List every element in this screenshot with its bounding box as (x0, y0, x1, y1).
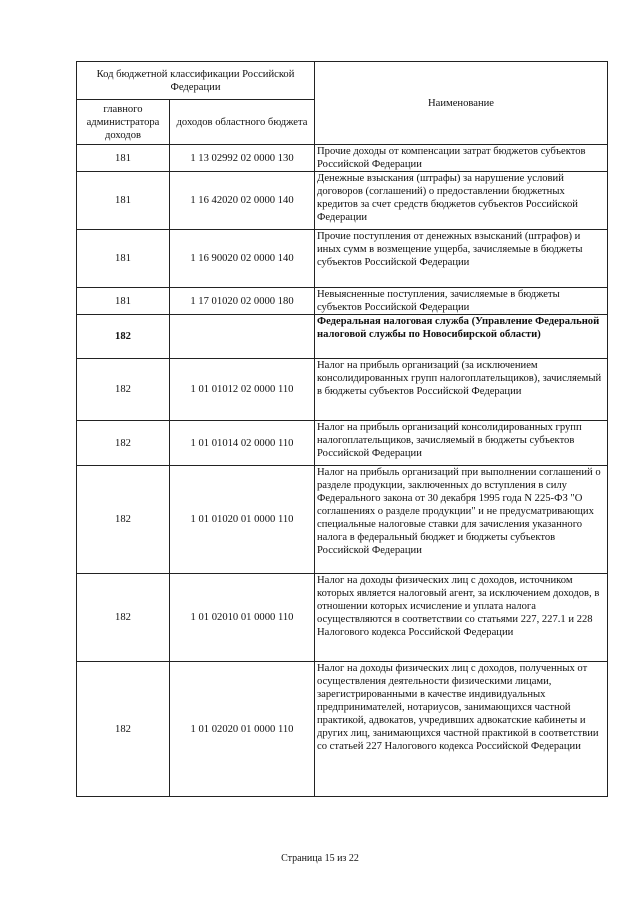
cell-income-code: 1 01 02020 01 0000 110 (170, 662, 315, 797)
cell-income-code: 1 16 90020 02 0000 140 (170, 230, 315, 288)
table-row (77, 359, 608, 421)
cell-name: Прочие поступления от денежных взысканий (штрафов) и иных сумм в возмещение ущерба, зачисляемые в бюджеты субъектов Российской Федерации (315, 230, 608, 288)
cell-name: Налог на прибыль организаций (за исключением консолидированных групп налогоплательщиков), зачисляемый в бюджеты субъектов Российской Федерации (315, 359, 608, 421)
page-footer: Страница 15 из 22 (281, 853, 359, 864)
header-income-code: доходов областного бюджета (170, 100, 315, 145)
cell-name: Налог на доходы физических лиц с доходов, полученных от осуществления деятельности физическими лицами, зарегистрированными в качестве индивидуальных предпринимателей, нотариусов, занимающихся частной практикой, адвокатов, учредивших адвокатские кабинеты и других лиц, занимающихся частной практикой в соответствии со статьей 227 Налогового кодекса Российской Федерации (315, 662, 608, 797)
cell-name: Налог на прибыль организаций консолидированных групп налогоплательщиков, зачисляемый в бюджеты субъектов Российской Федерации (315, 421, 608, 466)
cell-admin-code: 181 (77, 145, 170, 172)
cell-income-code: 1 17 01020 02 0000 180 (170, 288, 315, 315)
cell-name: Денежные взыскания (штрафы) за нарушение условий договоров (соглашений) о предоставлении бюджетных кредитов за счет средств бюджетов субъектов Российской Федерации (315, 172, 608, 230)
cell-name: Невыясненные поступления, зачисляемые в бюджеты субъектов Российской Федерации (315, 288, 608, 315)
table-row (77, 230, 608, 288)
cell-income-code: 1 01 01020 01 0000 110 (170, 466, 315, 574)
table-body (77, 145, 608, 797)
cell-name: Прочие доходы от компенсации затрат бюджетов субъектов Российской Федерации (315, 145, 608, 172)
cell-name: Налог на прибыль организаций при выполнении соглашений о разделе продукции, заключенных до вступления в силу Федерального закона от 30 декабря 1995 года N 225-ФЗ "О соглашениях о разделе продукции" и не предусматривающих специальные налоговые ставки для зачисления указанного налога в федеральный бюджет и бюджеты субъектов Российской Федерации (315, 466, 608, 574)
table-row (77, 288, 608, 315)
cell-admin-code: 182 (77, 574, 170, 662)
cell-name: Федеральная налоговая служба (Управление Федеральной налоговой службы по Новосибирской области) (315, 315, 608, 359)
cell-income-code: 1 01 01014 02 0000 110 (170, 421, 315, 466)
header-admin: главного администратора доходов (77, 100, 170, 145)
cell-admin-code: 181 (77, 172, 170, 230)
budget-classification-table (76, 61, 608, 797)
table-row (77, 172, 608, 230)
table-row (77, 466, 608, 574)
header-code-group: Код бюджетной классификации Российской Федерации (77, 62, 315, 100)
cell-admin-code: 181 (77, 230, 170, 288)
table-row (77, 145, 608, 172)
table-row (77, 315, 608, 359)
cell-income-code: 1 01 01012 02 0000 110 (170, 359, 315, 421)
table-row (77, 574, 608, 662)
cell-admin-code: 182 (77, 359, 170, 421)
cell-income-code: 1 01 02010 01 0000 110 (170, 574, 315, 662)
header-name: Наименование (315, 62, 608, 145)
cell-income-code: 1 13 02992 02 0000 130 (170, 145, 315, 172)
cell-admin-code: 181 (77, 288, 170, 315)
header-row-top (77, 62, 608, 100)
cell-income-code (170, 315, 315, 359)
cell-admin-code: 182 (77, 315, 170, 359)
cell-admin-code: 182 (77, 466, 170, 574)
cell-admin-code: 182 (77, 662, 170, 797)
table-row (77, 662, 608, 797)
cell-admin-code: 182 (77, 421, 170, 466)
cell-name: Налог на доходы физических лиц с доходов, источником которых является налоговый агент, за исключением доходов, в отношении которых исчисление и уплата налога осуществляются в соответствии со статьями 227, 227.1 и 228 Налогового кодекса Российской Федерации (315, 574, 608, 662)
table-row (77, 421, 608, 466)
cell-income-code: 1 16 42020 02 0000 140 (170, 172, 315, 230)
